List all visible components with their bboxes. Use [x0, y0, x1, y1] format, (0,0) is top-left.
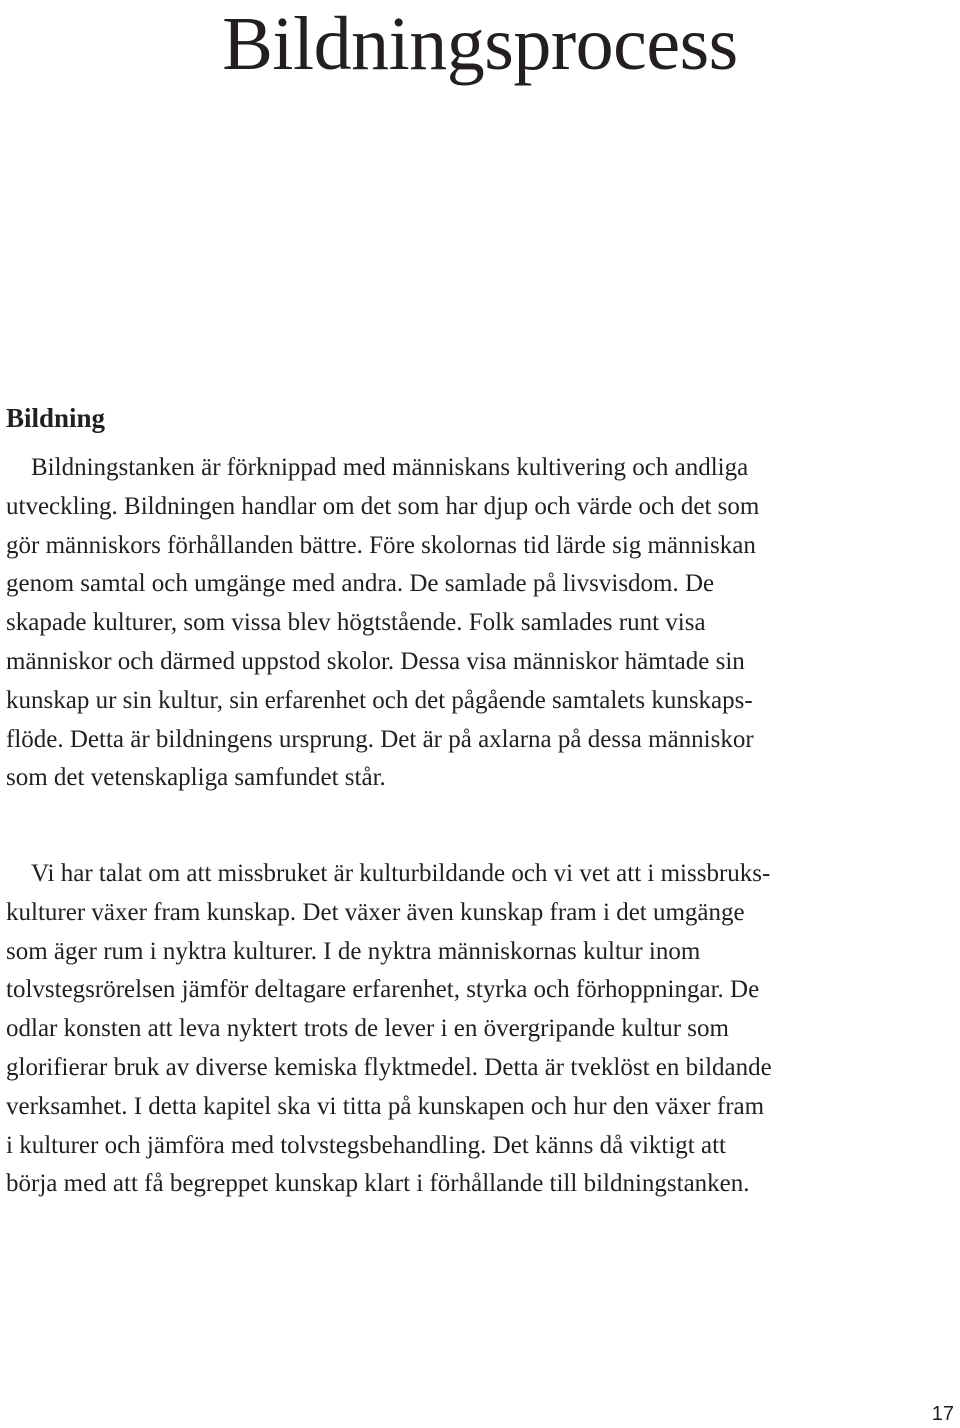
paragraph-line: skapade kulturer, som vissa blev högtstående. Folk samlades runt visa	[6, 609, 706, 637]
paragraph-line: gör människors förhållanden bättre. Före skolornas tid lärde sig människan	[6, 531, 756, 559]
paragraph-line: kulturer växer fram kunskap. Det växer även kunskap fram i det umgänge	[6, 898, 745, 926]
paragraph-line: som det vetenskapliga samfundet står.	[6, 764, 386, 792]
paragraph-line: Bildningstanken är förknippad med människans kultivering och andliga	[6, 454, 749, 481]
paragraph-line: som äger rum i nyktra kulturer. I de nyktra människornas kultur inom	[6, 937, 701, 965]
paragraph-line: kunskap ur sin kultur, sin erfarenhet och det pågående samtalets kunskaps-	[6, 686, 753, 714]
section-heading: Bildning	[6, 403, 106, 433]
paragraph-line: tolvstegsrörelsen jämför deltagare erfarenhet, styrka och förhoppningar. De	[6, 976, 760, 1004]
paragraph-line: Vi har talat om att missbruket är kulturbildande och vi vet att i missbruks-	[6, 860, 771, 887]
paragraph-line: utveckling. Bildningen handlar om det som har djup och värde och det som	[6, 492, 760, 520]
paragraph-line: flöde. Detta är bildningens ursprung. Det är på axlarna på dessa människor	[6, 725, 754, 753]
page-number: 17	[931, 1403, 954, 1425]
page-title: Bildningsprocess	[222, 2, 738, 86]
paragraph-line: i kulturer och jämföra med tolvstegsbehandling. Det känns då viktigt att	[6, 1131, 726, 1159]
paragraph-line: börja med att få begreppet kunskap klart i förhållande till bildningstanken.	[6, 1170, 750, 1198]
paragraph-2	[6, 855, 926, 1204]
paragraph-1	[6, 449, 926, 798]
paragraph-line: människor och därmed uppstod skolor. Dessa visa människor hämtade sin	[6, 647, 745, 675]
paragraph-line: glorifierar bruk av diverse kemiska flyktmedel. Detta är tveklöst en bildande	[6, 1053, 772, 1081]
paragraph-line: odlar konsten att leva nyktert trots de lever i en övergripande kultur som	[6, 1015, 729, 1043]
paragraph-line: verksamhet. I detta kapitel ska vi titta på kunskapen och hur den växer fram	[6, 1092, 765, 1120]
paragraph-line: genom samtal och umgänge med andra. De samlade på livsvisdom. De	[6, 570, 715, 598]
